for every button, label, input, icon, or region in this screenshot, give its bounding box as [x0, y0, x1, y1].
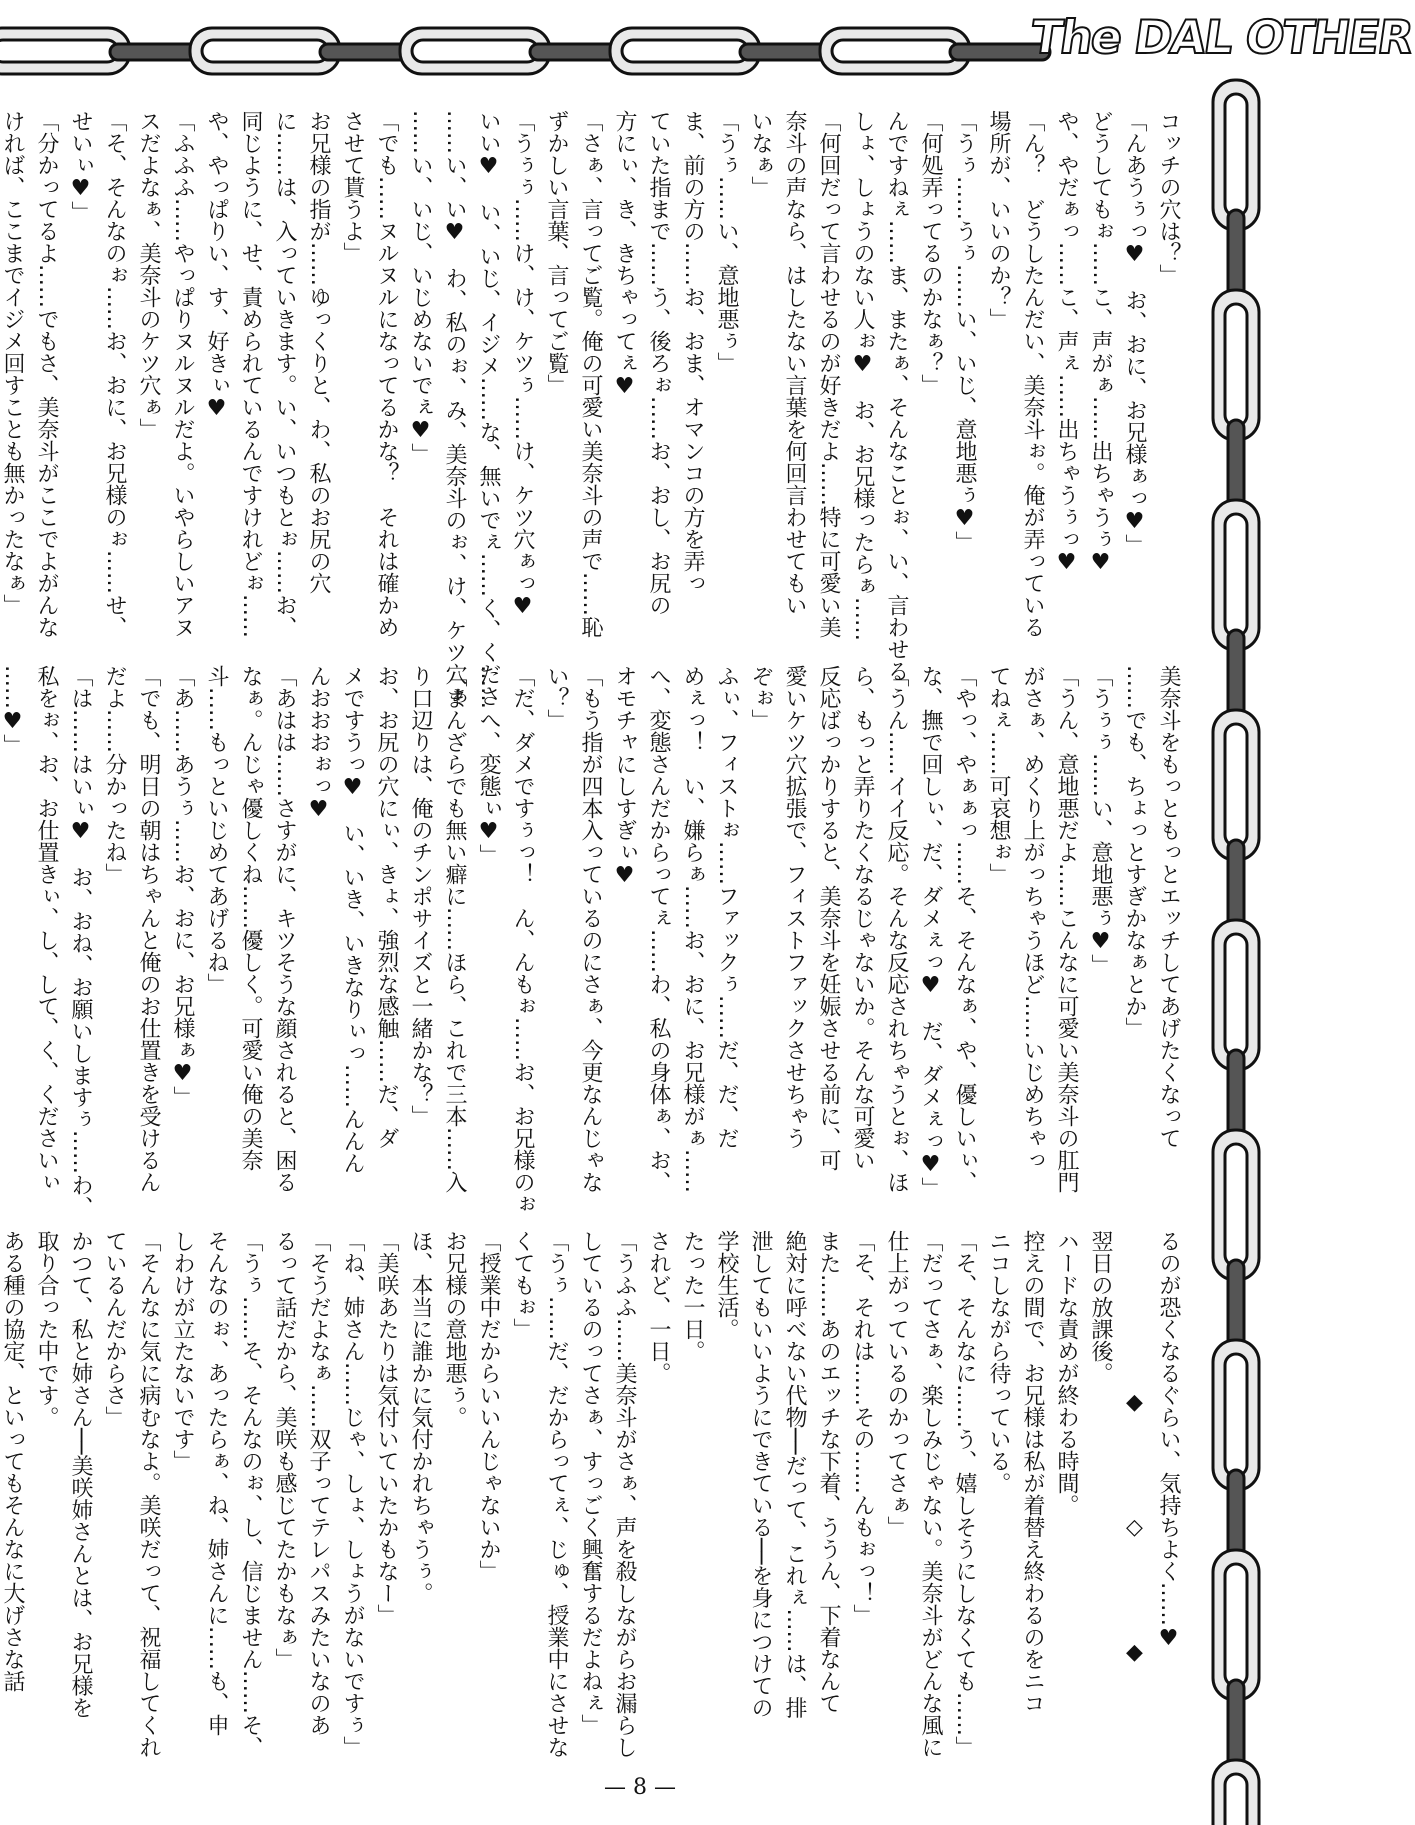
text-column: 「うぅぅ……け、け、ケツぅ……け、ケツ穴ぁっ♥ [510, 110, 535, 619]
text-band-bottom [0, 1230, 1185, 1758]
text-column: に……は、入っていきます。い、いつもとぉ……お、 [272, 110, 297, 638]
text-column: そんなのぉ、あったらぁ、ね、姉さんに……も、申 [204, 1230, 229, 1736]
chain-link-hole [1225, 94, 1247, 216]
chain-link-hole [1225, 514, 1247, 636]
text-column: ら、もっと弄りたくなるじゃないか。そんな可愛い [850, 665, 875, 1171]
text-column: ……でも、ちょっとすぎかなぁとか」 [1122, 665, 1147, 1039]
text-column: 「そ、それは……その……んもぉっ！」 [850, 1230, 875, 1626]
chain-border-right [1195, 80, 1280, 1825]
text-column: 同じように、せ、責められているんですけれどぉ…… [238, 110, 263, 638]
text-column: ニコしながら待っている。 [986, 1230, 1011, 1494]
text-column: ければ、ここまでイジメ回すことも無かったなぁ」 [0, 110, 25, 616]
text-column: ……へ、変態ぃ♥」 [476, 665, 501, 866]
text-column: 「うぅ……い、意地悪ぅ」 [714, 110, 739, 374]
text-column: だよ……分かったね」 [102, 665, 127, 885]
text-column: かつて、私と姉さん──美咲姉さんとは、お兄様を [68, 1230, 93, 1719]
text-column: ほ、本当に誰かに気付かれちゃうぅ。 [408, 1230, 433, 1604]
text-column: ていた指まで……う、後ろぉ……お、おし、お尻の [646, 110, 671, 616]
chain-link-hole [1225, 1144, 1247, 1266]
text-column: また……あのエッチな下着、ううん、下着なんて [816, 1230, 841, 1714]
section-divider-ornament [1117, 1230, 1151, 1750]
ornament-diamond: ◇ [1122, 1515, 1147, 1540]
text-column: オモチャにしすぎぃ♥ [612, 665, 637, 888]
text-column: 「うん、意地悪だよ……こんなに可愛い美奈斗の肛門 [1054, 665, 1079, 1193]
text-column: 私をぉ、お、お仕置きぃ、し、して、く、くださいぃ [34, 665, 59, 1193]
text-column: 「うぅ……だ、だからってぇ、じゅ、授業中にさせな [544, 1230, 569, 1758]
text-column: 奈斗の声なら、はしたない言葉を何回言わせてもい [782, 110, 807, 616]
text-column: 「ふふふ……やっぱりヌルヌルだよ。いやらしいアヌ [170, 110, 195, 638]
text-column: 絶対に呼べない代物──だって、これぇ……は、排 [782, 1230, 807, 1719]
text-column: 美奈斗をもっともっとエッチしてあげたくなって [1156, 665, 1181, 1149]
text-column: 「さぁ、言ってご覧。俺の可愛い美奈斗の声で……恥 [578, 110, 603, 638]
text-column: なぁ。んじゃ優しくね……優しく。可愛い俺の美奈 [238, 665, 263, 1171]
text-column: 「だ、ダメですぅっ！ ん、んもぉ……お、お兄様のぉ [510, 665, 535, 1215]
text-column: 方にぃ、き、きちゃってぇ♥ [612, 110, 637, 399]
title-logo: The DAL OTHER [1027, 10, 1415, 64]
text-column: がさぁ、めくり上がっちゃうほど……いじめちゃっ [1020, 665, 1045, 1171]
text-column: せいぃ♥」 [68, 110, 93, 223]
text-column: 「うふふ……美奈斗がさぁ、声を殺しながらお漏らし [612, 1230, 637, 1758]
text-column: てねぇ……可哀想ぉ」 [986, 665, 1011, 885]
chain-link-hole [1225, 1354, 1247, 1476]
text-column: いなぁ」 [748, 110, 773, 198]
text-column: 控えの間で、お兄様は私が着替え終わるのをニコ [1020, 1230, 1045, 1714]
chain-link-hole [1225, 1564, 1247, 1686]
text-column: どうしてもぉ……こ、声がぁ……出ちゃうぅ♥ [1088, 110, 1113, 575]
text-column: 「あはは……さすがに、キツそうな顔されると、困る [272, 665, 297, 1193]
text-column: しわけが立たないです」 [170, 1230, 195, 1472]
text-column: 学校生活。 [714, 1230, 739, 1340]
text-column: や、やっぱりい、す、好きぃ♥ [204, 110, 229, 421]
text-band-middle [0, 665, 1185, 1225]
text-column: 取り合った中です。 [34, 1230, 59, 1428]
text-column: ……い、い♥ わ、私のぉ、み、美奈斗のぉ、け、ケツ穴ぁ [442, 110, 467, 707]
text-column: 「でも……ヌルヌルになってるかな？ それは確かめ [374, 110, 399, 638]
text-column: 仕上がっているのかってさぁ」 [884, 1230, 909, 1538]
text-column: 斗……もっといじめてあげるね」 [204, 665, 229, 995]
text-column: 愛いケツ穴拡張で、フィストファックさせちゃう [782, 665, 807, 1149]
text-column: 場所が、いいのか？」 [986, 110, 1011, 330]
text-column: 「やっ、やぁぁっ……そ、そんなぁ、や、優しいぃ、 [952, 665, 977, 1193]
text-column: メですうっ♥ い、いき、いきなりぃっ……んんん [340, 665, 365, 1174]
text-column: 「そんなに気に病むなよ。美咲だって、祝福してくれ [136, 1230, 161, 1758]
ornament-diamond: ◆ [1122, 1640, 1147, 1665]
text-column: たった一日。 [680, 1230, 705, 1362]
text-column: 「んあうぅっ♥ お、おに、お兄様ぁっ♥」 [1122, 110, 1147, 556]
text-column: 「美咲あたりは気付いていたかもなー」 [374, 1230, 399, 1626]
chain-link-hole [1225, 934, 1247, 1056]
text-column: んおおおぉっ♥ [306, 665, 331, 822]
text-column: お、お尻の穴にぃ、きょ、強烈な感触……だ、ダ [374, 665, 399, 1149]
text-column: い？」 [544, 665, 569, 731]
text-column: 「うん……イイ反応。そんな反応されちゃうとぉ、ほ [884, 665, 909, 1193]
page-number: — 8 — [604, 1775, 676, 1800]
text-column: しているのってさぁ、すっごく興奮するだよねぇ」 [578, 1230, 603, 1736]
text-column: くてもぉ」 [510, 1230, 535, 1340]
text-column: されど、一日。 [646, 1230, 671, 1384]
text-column: 「ね、姉さん……じゃ、しょ、しょうがないですぅ」 [340, 1230, 365, 1758]
text-column: めぇっ！ い、嫌らぁ……お、おに、お兄様がぁ…… [680, 665, 705, 1193]
text-column: ある種の協定、といってもそんなに大げさな話 [0, 1230, 25, 1692]
text-column: 「そ、そんなのぉ……お、おに、お兄様のぉ……せ、 [102, 110, 127, 638]
text-column: 「何回だって言わせるのが好きだよ……特に可愛い美 [816, 110, 841, 638]
text-column: ふぃ、フィストぉ……ファックぅ……だ、だ、だ [714, 665, 739, 1149]
text-column: 「分かってるよ……でもさ、美奈斗がここでよがんな [34, 110, 59, 638]
text-column: 「ん？ どうしたんだい、美奈斗ぉ。俺が弄っている [1020, 110, 1045, 638]
text-column: スだよなぁ、美奈斗のケツ穴ぁ」 [136, 110, 161, 440]
text-column: いい♥ い、いじ、イジメ……な、無いでぇ……く、くださ [476, 110, 501, 707]
text-column: るのが恐くなるぐらい、気持ちよく……♥ [1156, 1230, 1181, 1651]
text-column: ているんだからさ」 [102, 1230, 127, 1428]
text-column: んですねぇ……ま、またぁ、そんなことぉ、い、言わせる [884, 110, 909, 682]
text-column: ま、前の方の……お、おま、オマンコの方を弄っ [680, 110, 705, 594]
text-column: るって話だから、美咲も感じてたかもなぁ」 [272, 1230, 297, 1670]
text-column: させて貰うよ」 [340, 110, 365, 264]
text-column: 「うぅ……そ、そんなのぉ、し、信じません……そ、 [238, 1230, 263, 1758]
ornament-diamond: ◆ [1122, 1390, 1147, 1415]
text-column: 「そうだよなぁ……双子ってテレパスみたいなのあ [306, 1230, 331, 1736]
text-column: 「うぅぅ……い、意地悪ぅ♥」 [1088, 665, 1113, 976]
text-column: ハードな責めが終わる時間。 [1054, 1230, 1079, 1516]
chain-link-hole [1225, 724, 1247, 846]
text-column: ……い、いじ、いじめないでぇ♥」 [408, 110, 433, 465]
text-column: 「は……はいぃ♥ お、おね、お願いしますぅ……わ、 [68, 665, 93, 1218]
text-column: な、撫で回しぃ、だ、ダメぇっ♥ だ、ダメぇっ♥」 [918, 665, 943, 1199]
text-column: 「でも、明日の朝はちゃんと俺のお仕置きを受けるん [136, 665, 161, 1193]
text-column: コッチの穴は？」 [1156, 110, 1181, 286]
chain-link-hole [1225, 304, 1247, 426]
text-column: 「何処弄ってるのかなぁ？」 [918, 110, 943, 396]
text-column: 「そ、そんなに……う、嬉しそうにしなくても……」 [952, 1230, 977, 1758]
text-column: 翌日の放課後。 [1088, 1230, 1113, 1384]
text-column: お兄様の指が……ゆっくりと、わ、私のお尻の穴 [306, 110, 331, 594]
text-column: 「うぅ……うぅ……い、いじ、意地悪ぅ♥」 [952, 110, 977, 553]
chain-border-top [0, 0, 1180, 92]
text-column: ずかしい言葉、言ってご覧」 [544, 110, 569, 396]
text-column: 「あ……あうぅ……お、おに、お兄様ぁ♥」 [170, 665, 195, 1108]
text-column: や、やだぁっ……こ、声ぇ……出ちゃうぅっ♥ [1054, 110, 1079, 575]
text-column: 「まんざらでも無い癖に……ほら、これで三本……入 [442, 665, 467, 1193]
text-column: ぞぉ」 [748, 665, 773, 731]
text-column: り口辺りは、俺のチンポサイズと一緒かな？」 [408, 665, 433, 1127]
text-column: お兄様の意地悪ぅ。 [442, 1230, 467, 1428]
text-column: しょ、しょうのない人ぉ♥ お、お兄様ったらぁ…… [850, 110, 875, 641]
text-column: 「だってさぁ、楽しみじゃない。美奈斗がどんな風に [918, 1230, 943, 1758]
text-column: ……♥」 [0, 665, 25, 756]
chain-link-hole [1225, 1774, 1247, 1825]
text-column: 「もう指が四本入っているのにさぁ、今更なんじゃな [578, 665, 603, 1193]
text-column: 「授業中だからいいんじゃないか」 [476, 1230, 501, 1582]
text-column: へ、変態さんだからってぇ……わ、私の身体ぁ、お、 [646, 665, 671, 1193]
text-column: 泄してもいいようにできている──を身につけての [748, 1230, 773, 1719]
text-column: 反応ばっかりすると、美奈斗を妊娠させる前に、可 [816, 665, 841, 1171]
